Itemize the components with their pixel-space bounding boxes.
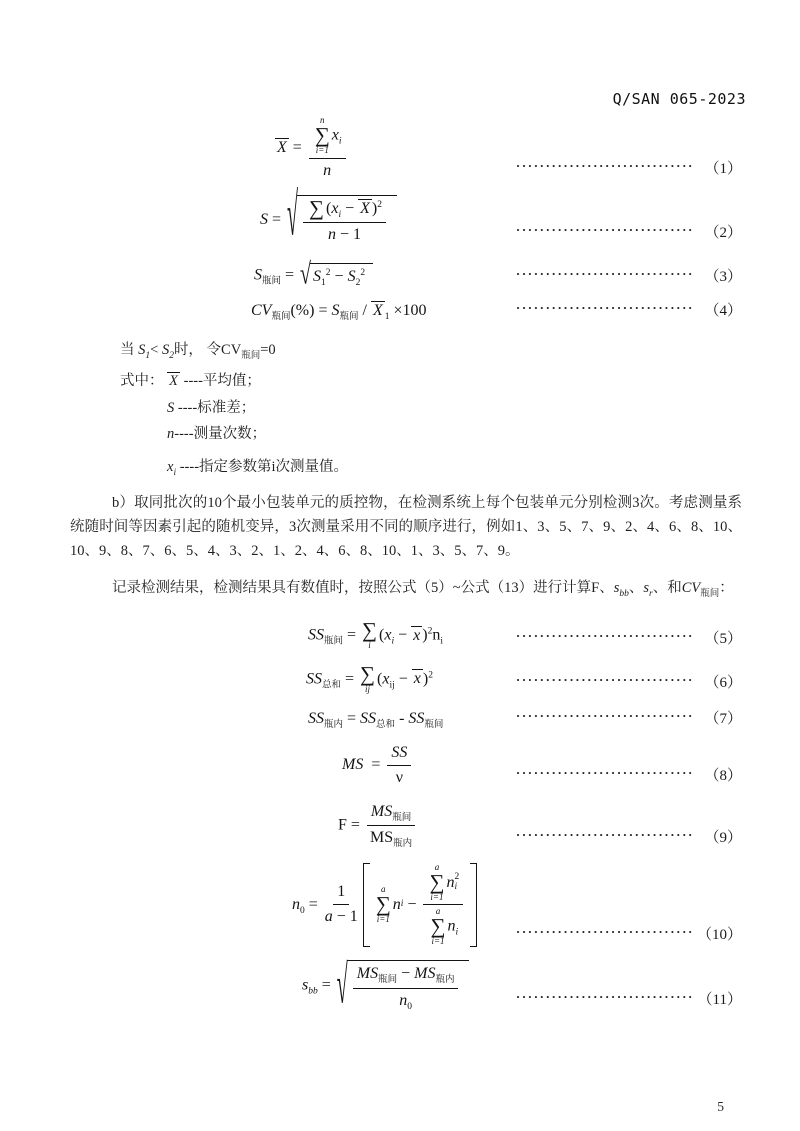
math-text: - — [395, 710, 409, 728]
math-superscript: 2 — [454, 872, 460, 883]
equation-number-6: （6） — [704, 674, 742, 691]
formula-row-7 — [70, 707, 742, 731]
math-subscript: i — [440, 636, 443, 647]
math-subscript: 瓶内 — [324, 720, 344, 731]
where-item-s — [167, 397, 742, 421]
math-text: − 1 — [332, 908, 358, 926]
math-subscript: 2 — [355, 278, 361, 289]
math-text: ----平均值； — [179, 372, 261, 389]
math-var: x — [331, 199, 339, 217]
math-text: 当 — [120, 341, 139, 358]
math-var: x — [413, 670, 421, 688]
sum-upper-limit: a — [381, 884, 386, 895]
equation-number-7: （7） — [704, 710, 742, 727]
left-bracket — [363, 863, 370, 947]
sum-upper-limit: a — [435, 906, 441, 917]
denominator — [429, 905, 459, 947]
sigma-icon: ∑ — [430, 914, 446, 939]
math-text: − — [341, 199, 359, 217]
formula-row-3 — [70, 257, 742, 291]
math-subscript: i — [173, 468, 177, 479]
math-text: − — [403, 895, 421, 913]
right-bracket — [470, 863, 477, 947]
math-var: x — [382, 670, 390, 688]
denominator — [396, 766, 403, 788]
math-var: S — [347, 268, 356, 286]
math-superscript: 2 — [325, 268, 331, 279]
fraction — [387, 743, 411, 788]
overbar — [371, 301, 385, 319]
math-var: n — [392, 895, 401, 913]
math-var: SS — [408, 710, 425, 728]
fraction — [325, 882, 358, 927]
math-var: S — [260, 210, 268, 228]
dot-leader: ······························ — [515, 924, 694, 940]
formula-4 — [251, 301, 427, 323]
where-item-n — [167, 423, 742, 447]
sum-upper-limit: n — [320, 115, 325, 125]
summation — [360, 661, 376, 695]
radical-sign: √ — [300, 257, 312, 291]
formula-1 — [275, 116, 349, 181]
radicand — [347, 960, 470, 1012]
math-text: 时， 令CV — [173, 341, 242, 358]
math-var: n — [327, 226, 336, 244]
math-text: 、 — [628, 580, 644, 597]
equation-number-11: （11） — [697, 992, 742, 1009]
math-subscript: 瓶间 — [392, 812, 412, 823]
math-var: n — [167, 426, 175, 443]
math-text: 式中： — [120, 372, 168, 389]
math-var: S — [161, 341, 170, 358]
math-var: SS — [391, 743, 408, 761]
sigma-icon: ∑ — [362, 618, 378, 643]
summation — [315, 116, 330, 156]
math-text: ( — [326, 199, 332, 217]
dot-leader: ······························ — [515, 764, 694, 780]
numerator — [423, 863, 463, 906]
dot-leader: ······························ — [515, 157, 694, 173]
dot-leader: ······························ — [515, 222, 694, 238]
math-subscript: i — [400, 899, 404, 910]
math-text: ( — [379, 626, 385, 644]
formula-2 — [260, 183, 399, 250]
math-var: SS — [308, 710, 324, 728]
math-text: − — [397, 965, 415, 983]
math-var: X — [372, 302, 383, 320]
math-text: < — [150, 341, 162, 358]
math-subscript: bb — [619, 589, 629, 600]
condition-note — [120, 339, 742, 363]
math-subscript: 1 — [321, 278, 326, 289]
dot-leader: ······························ — [515, 826, 694, 842]
math-text: = — [343, 626, 361, 644]
math-text: 记录检测结果，检测结果具有数值时，按照公式（5）~公式（13）进行计算F、 — [112, 580, 614, 597]
supsub-column — [454, 873, 459, 892]
math-subscript: 1 — [145, 350, 151, 361]
summation — [362, 618, 378, 651]
bracket-group — [363, 863, 477, 947]
math-text: = — [268, 210, 286, 228]
numerator — [333, 882, 349, 905]
math-text: − — [330, 268, 348, 286]
dot-leader: ······························ — [515, 989, 694, 1005]
math-var: n — [292, 895, 300, 913]
math-superscript: 2 — [428, 670, 433, 681]
math-var: S — [167, 399, 175, 416]
math-text: = — [281, 266, 299, 284]
document-code: Q/SAN 065-2023 — [612, 90, 746, 108]
math-var: S — [138, 341, 146, 358]
dot-leader: ······························ — [515, 627, 694, 643]
denominator — [325, 905, 358, 927]
math-subscript: bb — [308, 986, 318, 997]
math-var: CV — [681, 580, 701, 597]
math-text: = — [341, 670, 359, 688]
math-superscript: 2 — [377, 199, 382, 210]
formula-3 — [254, 257, 375, 291]
formula-row-9 — [70, 802, 742, 850]
square-root — [300, 257, 373, 291]
summation — [429, 863, 444, 903]
equation-number-5: （5） — [704, 630, 742, 647]
math-var: x — [331, 126, 339, 144]
denominator — [399, 989, 412, 1013]
math-var: x — [413, 626, 421, 644]
formula-row-6 — [70, 661, 742, 695]
dot-leader: ······························ — [515, 671, 694, 687]
formula-row-11 — [70, 956, 742, 1017]
math-var: n — [323, 161, 332, 179]
math-text: ) — [371, 199, 378, 217]
math-subscript: 瓶间 — [241, 350, 261, 361]
fraction — [309, 116, 346, 181]
formula-11 — [302, 956, 471, 1017]
radical-sign: √ — [336, 956, 348, 1017]
formula-9 — [338, 802, 418, 850]
where-item-xi — [167, 456, 742, 480]
equation-number-10: （10） — [696, 927, 742, 944]
math-subscript: 2 — [169, 350, 174, 361]
formula-6 — [306, 661, 433, 695]
sum-lower-limit: ij — [365, 683, 371, 694]
radicand — [310, 263, 373, 289]
math-var: X — [277, 139, 287, 157]
sum-lower-limit: i=1 — [430, 891, 444, 902]
overbar — [358, 199, 372, 217]
overbar — [411, 626, 422, 644]
formula-5 — [308, 618, 443, 651]
math-text: 、和 — [652, 580, 682, 597]
fraction — [423, 863, 463, 947]
math-var: MS — [414, 965, 436, 983]
math-subscript: 瓶间 — [424, 720, 444, 731]
summation — [431, 907, 446, 947]
math-subscript: i — [455, 927, 459, 938]
math-var: CV — [251, 302, 272, 320]
math-var: s — [302, 976, 309, 994]
math-var: n — [447, 917, 456, 935]
math-text: F = — [338, 816, 364, 834]
formula-7 — [308, 709, 443, 731]
sum-lower-limit: i=1 — [431, 936, 445, 947]
formula-row-8 — [70, 743, 742, 788]
math-var: MS — [356, 965, 379, 983]
math-subscript: 瓶间 — [271, 312, 291, 323]
equation-number-8: （8） — [704, 767, 742, 784]
formula-row-10 — [70, 863, 742, 947]
math-text: − 1 — [335, 226, 361, 244]
math-text: − — [394, 670, 412, 688]
dot-leader: ······························ — [515, 707, 694, 723]
math-var: S — [331, 302, 340, 320]
math-text: 1 — [337, 883, 346, 901]
math-subscript: i — [454, 881, 458, 892]
math-text: ) — [422, 670, 429, 688]
denominator — [328, 223, 361, 245]
math-superscript: 2 — [427, 626, 433, 637]
math-text: ν — [395, 768, 403, 786]
formula-10 — [292, 863, 479, 947]
formula-8 — [342, 743, 414, 788]
math-subscript: 瓶间 — [324, 636, 344, 647]
math-subscript: r — [649, 589, 653, 600]
base-with-supsub — [446, 873, 459, 893]
radical-sign: √ — [287, 183, 299, 250]
formula-row-1 — [70, 116, 742, 181]
equation-number-9: （9） — [704, 829, 742, 846]
math-text: MS — [370, 829, 394, 847]
denominator — [370, 826, 412, 850]
overbar — [412, 669, 423, 687]
math-subscript: 瓶间 — [700, 589, 720, 600]
math-var: x — [167, 459, 174, 476]
math-text: =0 — [260, 341, 276, 358]
math-text: n — [432, 626, 441, 644]
math-subscript: 0 — [300, 905, 305, 916]
math-subscript: 0 — [407, 1001, 412, 1012]
math-subscript: 瓶内 — [435, 975, 455, 986]
overbar — [167, 372, 180, 389]
formula-row-2 — [70, 183, 742, 250]
math-var: s — [613, 580, 620, 597]
math-text: − — [394, 626, 412, 644]
math-var: SS — [360, 710, 377, 728]
math-var: SS — [306, 670, 322, 688]
math-var: X — [169, 372, 178, 389]
fraction — [367, 802, 415, 850]
fraction — [353, 964, 459, 1012]
paragraph-record — [70, 577, 742, 601]
math-var: S — [313, 268, 322, 286]
paragraph-b: b）取同批次的10个最小包装单元的质控物，在检测系统上每个包装单元分别检测3次。考虑测量系统随时间等因素引起的随机变异，3次测量采用不同的顺序进行，例如1、3、5、7、9、2、4、6、8、10、10、9、8、7、6、5、4、3、2、1、2、4、6、8、10、1、3、5、7、9。 — [70, 495, 742, 560]
sigma-icon: ∑ — [360, 661, 376, 686]
math-superscript: 2 — [360, 268, 366, 279]
numerator — [367, 802, 415, 827]
math-text: = — [304, 895, 322, 913]
math-var: s — [643, 580, 650, 597]
overbar — [275, 138, 289, 156]
math-subscript: i — [391, 636, 395, 647]
math-var: x — [384, 626, 392, 644]
summation — [376, 885, 391, 925]
page-number: 5 — [717, 1099, 724, 1114]
summation — [309, 196, 324, 221]
radicand — [297, 195, 397, 246]
numerator — [353, 964, 459, 989]
math-subscript: 1 — [384, 312, 390, 323]
math-text: = — [363, 755, 385, 773]
math-subscript: 瓶间 — [262, 276, 282, 287]
numerator — [303, 196, 386, 224]
math-text: = — [317, 976, 335, 994]
math-text: ： — [719, 580, 734, 597]
formula-row-5 — [70, 618, 742, 651]
math-text: ----测量次数； — [174, 426, 267, 443]
sum-lower-limit: i — [368, 639, 371, 650]
math-var: SS — [308, 626, 324, 644]
math-text: ----标准差； — [174, 399, 256, 416]
numerator — [387, 743, 411, 766]
formula-row-4 — [70, 299, 742, 323]
dot-leader: ······························ — [515, 265, 694, 281]
math-subscript: 总和 — [376, 720, 396, 731]
square-root — [287, 183, 397, 250]
sigma-icon: ∑ — [375, 891, 391, 916]
sum-lower-limit: i=1 — [315, 144, 329, 155]
math-text: ) — [422, 626, 428, 644]
denominator — [323, 159, 331, 181]
sum-upper-limit: a — [434, 861, 440, 872]
sigma-icon: ∑ — [429, 869, 445, 894]
math-var: MS — [370, 802, 393, 820]
group-content — [374, 863, 466, 947]
math-var: n — [399, 991, 408, 1009]
math-subscript: 总和 — [322, 680, 342, 691]
math-subscript: i — [338, 209, 342, 220]
math-text: = — [288, 139, 306, 157]
math-subscript: i — [338, 136, 342, 147]
math-var: S — [254, 266, 262, 284]
math-subscript: 瓶间 — [378, 975, 398, 986]
numerator — [309, 116, 346, 159]
math-text: / — [358, 302, 371, 320]
equation-number-1: （1） — [704, 160, 742, 177]
math-subscript: 瓶间 — [339, 312, 359, 323]
math-subscript: 瓶内 — [393, 839, 413, 850]
equation-number-2: （2） — [704, 225, 742, 242]
sigma-icon: ∑ — [314, 122, 330, 147]
math-var: a — [324, 908, 333, 926]
sum-lower-limit: i=1 — [376, 913, 390, 924]
math-var: MS — [342, 755, 364, 773]
sigma-icon: ∑ — [309, 196, 324, 221]
fraction — [303, 196, 386, 246]
math-text: ( — [377, 670, 383, 688]
dot-leader: ······························ — [515, 299, 694, 315]
math-text: (%) = — [290, 302, 332, 320]
math-var: n — [446, 873, 455, 891]
square-root — [336, 956, 470, 1017]
equation-number-3: （3） — [704, 268, 742, 285]
math-var: X — [360, 199, 370, 217]
math-text: ----指定参数第i次测量值。 — [176, 459, 349, 476]
math-text: ×100 — [389, 302, 427, 320]
equation-number-4: （4） — [704, 302, 742, 319]
math-subscript: ij — [389, 680, 395, 691]
where-clause-label — [120, 370, 742, 394]
math-text: = — [343, 710, 361, 728]
